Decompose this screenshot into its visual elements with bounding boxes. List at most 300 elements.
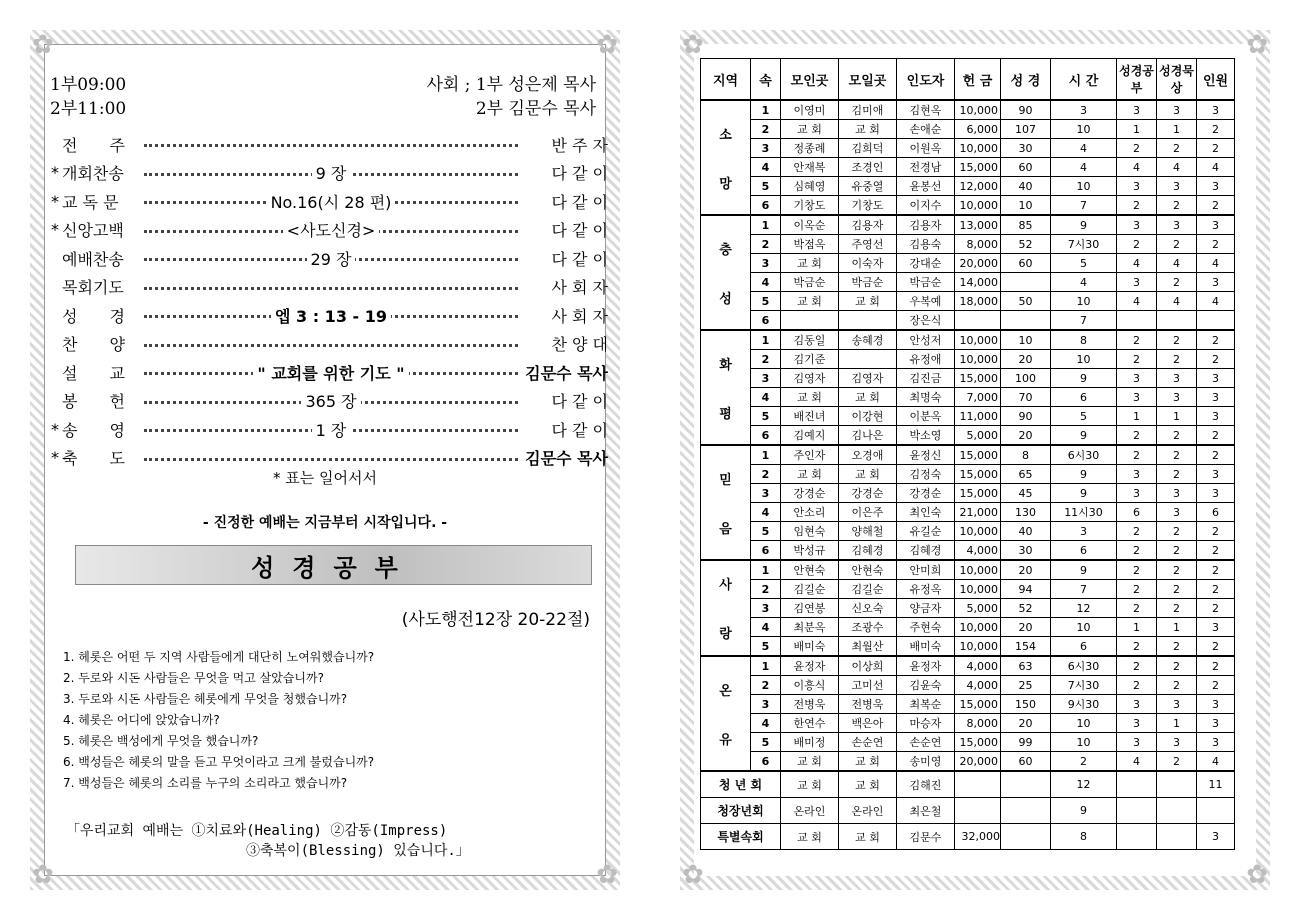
table-cell: 10 [1051,714,1117,733]
table-cell: 5 [1051,407,1117,426]
question-item: 4. 헤롯은 어디에 앉았습니까? [63,713,220,727]
dot-leader [144,187,518,215]
table-cell: 30 [1001,139,1051,158]
order-item-leader: 찬 양 대 [551,335,608,354]
table-cell: 이강현 [839,407,897,426]
table-cell: 3 [1157,484,1197,503]
table-cell [1157,311,1197,331]
table-cell: 10,000 [955,139,1001,158]
table-row [701,676,1235,695]
table-cell [1001,311,1051,331]
table-cell: 김영자 [781,369,839,388]
dot-leader [144,415,518,443]
table-cell: 안미희 [897,560,955,580]
table-cell: 김영자 [839,369,897,388]
order-item-detail: 1 장 [312,418,351,441]
table-cell: 99 [1001,733,1051,752]
table-cell: 9 [1051,215,1117,235]
bible-study-banner [75,545,592,585]
table-cell: 최명숙 [897,388,955,407]
table-cell: 4 [1051,158,1117,177]
order-item-leader: 사 회 자 [551,306,608,326]
table-row [701,541,1235,561]
order-item-leader: 김문수 목사 [525,363,608,383]
cell-number: 3 [751,254,781,273]
table-cell: 교 회 [839,752,897,772]
table-cell: 14,000 [955,273,1001,292]
table-cell: 15,000 [955,484,1001,503]
table-cell: 2 [1051,752,1117,772]
table-cell: 3 [1117,177,1157,196]
region-cell: 화 평 [701,330,751,445]
table-cell: 2 [1157,656,1197,676]
table-cell: 2 [1117,330,1157,350]
table-cell: 2 [1157,273,1197,292]
table-cell: 40 [1001,177,1051,196]
table-cell: 김미애 [839,100,897,120]
table-cell: 조경인 [839,158,897,177]
region-cell: 충 성 [701,215,751,330]
table-cell: 최인숙 [897,503,955,522]
table-cell: 8,000 [955,235,1001,254]
table-cell: 10,000 [955,350,1001,369]
column-header: 시 간 [1051,59,1117,101]
table-cell: 유정옥 [897,580,955,599]
table-cell: 김현옥 [897,100,955,120]
table-cell: 60 [1001,254,1051,273]
table-cell: 90 [1001,407,1051,426]
group-name-cell: 청장년회 [701,798,781,824]
table-cell: 100 [1001,369,1051,388]
table-row [701,580,1235,599]
table-row [701,254,1235,273]
table-cell: 15,000 [955,695,1001,714]
table-cell: 21,000 [955,503,1001,522]
table-cell: 2 [1197,426,1235,446]
column-header: 성경묵상 [1157,59,1197,101]
table-cell: 15,000 [955,465,1001,484]
table-cell: 2 [1157,599,1197,618]
worship-note: - 진정한 예배는 지금부터 시작입니다. - [202,515,448,531]
table-cell: 유중열 [839,177,897,196]
table-cell: 4 [1197,158,1235,177]
cell-number: 2 [751,350,781,369]
table-cell: 9 [1051,560,1117,580]
cell-number: 5 [751,407,781,426]
table-cell: 박금순 [897,273,955,292]
table-cell: 3 [1197,177,1235,196]
table-cell: 조광수 [839,618,897,637]
table-cell: 손순연 [839,733,897,752]
table-cell: 3 [1197,824,1235,850]
table-cell: 3 [1197,484,1235,503]
table-cell [1117,311,1157,331]
table-cell: 15,000 [955,733,1001,752]
table-cell: 85 [1001,215,1051,235]
table-cell: 3 [1117,714,1157,733]
table-cell: 12,000 [955,177,1001,196]
table-cell: 2 [1157,445,1197,465]
cell-number: 5 [751,733,781,752]
table-cell: 2 [1117,676,1157,695]
cell-number: 6 [751,752,781,772]
table-cell: 교 회 [781,465,839,484]
stand-mark: * [51,419,59,439]
table-cell: 신오숙 [839,599,897,618]
table-cell: 2 [1157,426,1197,446]
order-row [48,415,608,443]
leader-2: 2부 김문수 목사 [475,99,596,119]
table-row [701,426,1235,446]
table-cell: 7 [1051,311,1117,331]
table-cell: 배미숙 [781,637,839,657]
table-cell: 김예지 [781,426,839,446]
table-cell: 2 [1157,522,1197,541]
table-cell: 교 회 [839,388,897,407]
table-cell: 4,000 [955,676,1001,695]
table-cell: 9 [1051,484,1117,503]
order-item-label: 봉 헌 [62,392,125,411]
table-header-row [701,59,1235,101]
table-cell: 3 [1157,369,1197,388]
table-cell: 3 [1157,177,1197,196]
table-row [701,177,1235,196]
table-cell: 20,000 [955,254,1001,273]
table-cell: 3 [1197,695,1235,714]
table-cell: 2 [1197,120,1235,139]
table-cell: 김길순 [781,580,839,599]
table-cell: 김윤숙 [897,676,955,695]
flower-icon: ✿ [682,860,704,890]
table-cell: 6시30 [1051,445,1117,465]
table-cell: 김문수 [897,824,955,850]
table-cell: 교 회 [781,752,839,772]
table-cell: 52 [1001,599,1051,618]
cell-number: 2 [751,465,781,484]
table-cell: 45 [1001,484,1051,503]
table-cell: 94 [1001,580,1051,599]
table-cell: 3 [1197,273,1235,292]
table-row [701,824,1235,850]
table-cell: 4 [1157,158,1197,177]
table-cell: 3 [1197,369,1235,388]
order-item-label: 개회찬송 [62,164,124,183]
table-cell: 10,000 [955,100,1001,120]
table-cell: 4 [1197,292,1235,311]
table-cell: 11시30 [1051,503,1117,522]
table-cell: 2 [1117,235,1157,254]
table-cell: 8 [1051,824,1117,850]
table-cell: 강경순 [839,484,897,503]
table-row [701,273,1235,292]
table-cell: 2 [1197,560,1235,580]
cell-number: 2 [751,580,781,599]
table-cell: 13,000 [955,215,1001,235]
table-row [701,311,1235,331]
order-row [48,216,608,244]
table-cell: 4 [1117,158,1157,177]
table-cell: 8,000 [955,714,1001,733]
table-cell: 1 [1117,407,1157,426]
table-row [701,330,1235,350]
cell-number: 2 [751,235,781,254]
stand-mark: * [51,448,59,467]
table-cell: 15,000 [955,158,1001,177]
table-cell: 10,000 [955,330,1001,350]
table-cell: 60 [1001,158,1051,177]
flower-icon: ✿ [1246,30,1268,60]
table-cell: 7,000 [955,388,1001,407]
table-cell: 2 [1197,541,1235,561]
order-item-detail: 9 장 [312,161,351,184]
table-cell: 2 [1117,522,1157,541]
table-row [701,695,1235,714]
table-cell: 윤정자 [781,656,839,676]
order-item-leader: 다 같 이 [551,392,608,411]
cell-number: 2 [751,120,781,139]
order-item-label: 예배찬송 [62,249,124,269]
table-cell: 10 [1051,733,1117,752]
table-cell: 2 [1197,522,1235,541]
order-item-detail: 29 장 [307,247,356,270]
table-cell: 오경애 [839,445,897,465]
table-cell: 주현숙 [897,618,955,637]
table-cell: 배진녀 [781,407,839,426]
table-cell [1117,824,1157,850]
table-cell: 40 [1001,522,1051,541]
table-cell: 3 [1117,215,1157,235]
table-cell: 3 [1197,407,1235,426]
table-cell: 강경순 [781,484,839,503]
table-cell: 2 [1157,465,1197,484]
dot-leader [144,273,518,301]
table-cell: 10 [1051,618,1117,637]
table-cell: 130 [1001,503,1051,522]
table-row [701,445,1235,465]
table-cell: 2 [1197,235,1235,254]
table-cell: 6 [1051,388,1117,407]
table-cell: 15,000 [955,369,1001,388]
table-cell: 이숙자 [839,254,897,273]
cell-number: 3 [751,695,781,714]
table-cell: 마승자 [897,714,955,733]
table-row [701,599,1235,618]
order-row [48,159,608,187]
cell-number: 1 [751,445,781,465]
order-item-label: 목회기도 [62,278,124,297]
table-cell: 2 [1117,599,1157,618]
table-cell: 김해진 [897,771,955,798]
banner-title: 성경공부 [251,553,416,582]
table-cell: 3 [1157,215,1197,235]
order-item-label: 신앙고백 [62,221,124,240]
table-cell: 고미선 [839,676,897,695]
cell-number: 5 [751,522,781,541]
table-cell: 박금순 [781,273,839,292]
table-cell: 2 [1117,445,1157,465]
table-row [701,369,1235,388]
table-cell: 4 [1157,254,1197,273]
table-row [701,637,1235,657]
table-cell: 20 [1001,560,1051,580]
cell-number: 6 [751,541,781,561]
table-cell: 20 [1001,426,1051,446]
table-cell: 18,000 [955,292,1001,311]
dot-leader [144,301,518,329]
table-cell: 3 [1117,388,1157,407]
table-cell: 10,000 [955,637,1001,657]
table-row [701,388,1235,407]
dot-leader [144,358,518,386]
cell-number: 1 [751,215,781,235]
table-row [701,771,1235,798]
table-cell: 이지수 [897,196,955,216]
group-name-cell: 청 년 회 [701,771,781,798]
table-cell: 김용자 [839,215,897,235]
table-cell [1001,771,1051,798]
table-cell: 임현숙 [781,522,839,541]
table-cell: 김희덕 [839,139,897,158]
table-cell: 1 [1117,618,1157,637]
table-cell: 3 [1197,388,1235,407]
table-cell: 교 회 [839,292,897,311]
table-row [701,292,1235,311]
table-cell: 2 [1117,637,1157,657]
column-header: 지역 [701,59,751,101]
dot-leader [144,244,518,272]
table-cell [1001,824,1051,850]
table-cell: 2 [1157,541,1197,561]
table-cell: 7시30 [1051,235,1117,254]
worship-order-panel [30,30,620,890]
table-cell: 양금자 [897,599,955,618]
order-row [48,301,608,329]
table-cell: 교 회 [781,771,839,798]
order-item-leader: 다 같 이 [551,221,608,240]
table-cell: 안재복 [781,158,839,177]
table-cell: 11,000 [955,407,1001,426]
table-cell: 3 [1051,100,1117,120]
table-cell: 2 [1197,445,1235,465]
table-cell: 이영미 [781,100,839,120]
table-cell: 3 [1117,100,1157,120]
table-cell: 7시30 [1051,676,1117,695]
table-cell: 교 회 [781,120,839,139]
table-cell [839,311,897,331]
table-row [701,465,1235,484]
stand-mark: * [51,220,59,239]
table-cell [1157,798,1197,824]
table-cell: 2 [1197,599,1235,618]
dot-leader [144,216,518,244]
table-cell: 60 [1001,752,1051,772]
table-cell: 20 [1001,714,1051,733]
table-cell: 이옥순 [781,215,839,235]
order-row [48,187,608,215]
region-cell: 소 망 [701,100,751,215]
motto-line-2: ③축복이(Blessing) 있습니다.」 [246,843,470,859]
table-cell: 52 [1001,235,1051,254]
table-cell: 10,000 [955,196,1001,216]
table-cell: 기창도 [839,196,897,216]
table-cell: 4,000 [955,656,1001,676]
table-cell: 25 [1001,676,1051,695]
table-cell: 65 [1001,465,1051,484]
flower-icon: ✿ [682,30,704,60]
cell-number: 3 [751,369,781,388]
cell-number: 6 [751,311,781,331]
order-item-detail: 365 장 [301,389,360,412]
table-cell: 안소리 [781,503,839,522]
cell-number: 4 [751,714,781,733]
column-header: 모인곳 [781,59,839,101]
table-cell: 30 [1001,541,1051,561]
order-row [48,387,608,415]
table-cell: 154 [1001,637,1051,657]
column-header: 인원 [1197,59,1235,101]
table-row [701,235,1235,254]
flower-icon: ✿ [32,30,54,60]
table-cell: 2 [1117,196,1157,216]
table-cell: 이흥식 [781,676,839,695]
column-header: 인도자 [897,59,955,101]
table-cell: 6 [1051,541,1117,561]
table-row [701,503,1235,522]
table-cell: 김혜경 [839,541,897,561]
table-cell: 2 [1197,580,1235,599]
cell-number: 5 [751,637,781,657]
group-name-cell: 특별속회 [701,824,781,850]
order-item-leader: 다 같 이 [551,192,608,212]
table-cell: 2 [1157,637,1197,657]
table-cell: 심혜영 [781,177,839,196]
cell-number: 5 [751,292,781,311]
table-cell: 최월산 [839,637,897,657]
stand-mark: * [51,163,59,182]
table-cell: 주인자 [781,445,839,465]
table-cell: 2 [1157,560,1197,580]
table-cell [1197,311,1235,331]
church-motto [66,820,470,860]
table-cell: 김나은 [839,426,897,446]
table-cell: 20 [1001,350,1051,369]
table-cell: 4 [1197,254,1235,273]
table-cell: 4 [1051,273,1117,292]
table-cell: 최은철 [897,798,955,824]
attendance-panel [680,30,1270,890]
table-cell [1157,771,1197,798]
table-row [701,484,1235,503]
order-item-label: 축 도 [62,449,125,468]
table-cell: 전병욱 [781,695,839,714]
table-cell: 김진금 [897,369,955,388]
table-row [701,752,1235,772]
flower-icon: ✿ [1246,860,1268,890]
cell-number: 6 [751,196,781,216]
cell-number: 5 [751,177,781,196]
table-cell: 2 [1157,350,1197,369]
table-cell: 온라인 [781,798,839,824]
question-item: 2. 두로와 시돈 사람들은 무엇을 먹고 살았습니까? [63,671,324,685]
table-cell: 10,000 [955,560,1001,580]
table-cell: 5,000 [955,426,1001,446]
cell-number: 4 [751,388,781,407]
cell-number: 4 [751,618,781,637]
table-cell: 15,000 [955,445,1001,465]
table-cell: 1 [1157,407,1197,426]
table-cell: 주영선 [839,235,897,254]
table-cell: 배미정 [781,733,839,752]
